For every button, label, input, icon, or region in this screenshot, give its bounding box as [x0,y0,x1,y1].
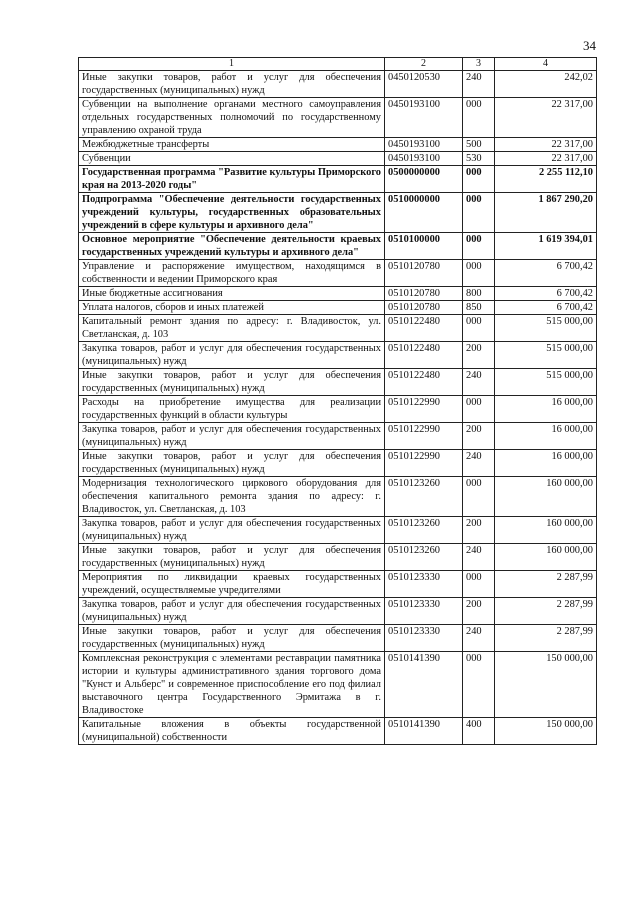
row-amount-cell: 1 867 290,20 [495,193,597,233]
table-row [79,138,597,152]
table-row [79,166,597,193]
row-name-cell: Основное мероприятие "Обеспечение деятельности краевых государственных учреждений культуры и архивного дела" [79,233,385,260]
table-row [79,152,597,166]
table-row [79,423,597,450]
table-row [79,517,597,544]
row-name-cell: Капитальный ремонт здания по адресу: г. Владивосток, ул. Светланская, д. 103 [79,315,385,342]
row-type-cell: 000 [463,315,495,342]
row-type-cell: 240 [463,71,495,98]
row-code-cell: 0510120780 [385,301,463,315]
row-code-cell: 0450193100 [385,98,463,138]
page-number: 34 [583,38,596,53]
row-type-cell: 000 [463,98,495,138]
table-row [79,260,597,287]
row-amount-cell: 160 000,00 [495,477,597,517]
row-amount-cell: 2 287,99 [495,571,597,598]
table-row [79,315,597,342]
row-name-cell: Иные закупки товаров, работ и услуг для обеспечения государственных (муниципальных) нужд [79,369,385,396]
row-name-cell: Иные закупки товаров, работ и услуг для обеспечения государственных (муниципальных) нужд [79,71,385,98]
table-row [79,233,597,260]
row-type-cell: 000 [463,652,495,718]
row-amount-cell: 515 000,00 [495,369,597,396]
table-row [79,369,597,396]
row-type-cell: 000 [463,396,495,423]
row-type-cell: 200 [463,342,495,369]
row-type-cell: 530 [463,152,495,166]
row-type-cell: 800 [463,287,495,301]
row-type-cell: 000 [463,571,495,598]
column-header-1: 1 [79,58,385,71]
row-type-cell: 000 [463,477,495,517]
row-type-cell: 240 [463,450,495,477]
row-name-cell: Модернизация технологического циркового оборудования для обеспечения капитального ремонта здания по адресу: г. Владивосток, ул. Светланская, д. 103 [79,477,385,517]
row-code-cell: 0510100000 [385,233,463,260]
table-row [79,571,597,598]
row-type-cell: 200 [463,517,495,544]
table-row [79,450,597,477]
table-row [79,625,597,652]
row-amount-cell: 16 000,00 [495,423,597,450]
row-name-cell: Управление и распоряжение имуществом, находящимся в собственности и ведении Приморского края [79,260,385,287]
row-amount-cell: 160 000,00 [495,517,597,544]
row-name-cell: Закупка товаров, работ и услуг для обеспечения государственных (муниципальных) нужд [79,342,385,369]
column-header-2: 2 [385,58,463,71]
row-name-cell: Иные закупки товаров, работ и услуг для обеспечения государственных (муниципальных) нужд [79,625,385,652]
row-name-cell: Капитальные вложения в объекты государственной (муниципальной) собственности [79,718,385,745]
table-row [79,396,597,423]
row-name-cell: Закупка товаров, работ и услуг для обеспечения государственных (муниципальных) нужд [79,423,385,450]
row-name-cell: Уплата налогов, сборов и иных платежей [79,301,385,315]
row-code-cell: 0510000000 [385,193,463,233]
row-amount-cell: 150 000,00 [495,652,597,718]
row-name-cell: Государственная программа "Развитие культуры Приморского края на 2013-2020 годы" [79,166,385,193]
table-row [79,301,597,315]
row-name-cell: Закупка товаров, работ и услуг для обеспечения государственных (муниципальных) нужд [79,517,385,544]
row-amount-cell: 160 000,00 [495,544,597,571]
row-amount-cell: 515 000,00 [495,342,597,369]
row-name-cell: Закупка товаров, работ и услуг для обеспечения государственных (муниципальных) нужд [79,598,385,625]
row-type-cell: 240 [463,625,495,652]
table-row [79,71,597,98]
row-amount-cell: 242,02 [495,71,597,98]
table-row [79,652,597,718]
budget-table [78,57,597,745]
row-name-cell: Иные закупки товаров, работ и услуг для обеспечения государственных (муниципальных) нужд [79,544,385,571]
row-amount-cell: 6 700,42 [495,287,597,301]
row-code-cell: 0510122480 [385,342,463,369]
row-amount-cell: 6 700,42 [495,260,597,287]
row-code-cell: 0510123330 [385,598,463,625]
table-row [79,287,597,301]
row-type-cell: 000 [463,260,495,287]
row-amount-cell: 16 000,00 [495,396,597,423]
row-type-cell: 000 [463,233,495,260]
row-code-cell: 0510122990 [385,396,463,423]
row-type-cell: 200 [463,598,495,625]
table-row [79,598,597,625]
table-row [79,98,597,138]
table-row [79,477,597,517]
row-name-cell: Субвенции на выполнение органами местного самоуправления отдельных государственных полномочий по государственному управлению охраной труда [79,98,385,138]
row-amount-cell: 2 287,99 [495,598,597,625]
row-name-cell: Межбюджетные трансферты [79,138,385,152]
row-type-cell: 240 [463,369,495,396]
row-code-cell: 0500000000 [385,166,463,193]
table-row [79,544,597,571]
row-amount-cell: 2 255 112,10 [495,166,597,193]
row-amount-cell: 22 317,00 [495,138,597,152]
row-type-cell: 000 [463,166,495,193]
row-name-cell: Подпрограмма "Обеспечение деятельности государственных учреждений культуры, государственных образовательных учреждений в сфере культуры и архивного дела" [79,193,385,233]
row-code-cell: 0510120780 [385,287,463,301]
row-amount-cell: 6 700,42 [495,301,597,315]
row-name-cell: Иные закупки товаров, работ и услуг для обеспечения государственных (муниципальных) нужд [79,450,385,477]
row-name-cell: Комплексная реконструкция с элементами реставрации памятника истории и культуры административного здания торгового дома "Кунст и Альберс" и современное приспособление его под филиал выставочного центра Государственного Эрмитажа в г. Владивостоке [79,652,385,718]
row-code-cell: 0510122990 [385,450,463,477]
table-row [79,718,597,745]
row-name-cell: Иные бюджетные ассигнования [79,287,385,301]
row-code-cell: 0510123260 [385,517,463,544]
row-code-cell: 0510122480 [385,315,463,342]
row-amount-cell: 16 000,00 [495,450,597,477]
row-code-cell: 0450120530 [385,71,463,98]
row-type-cell: 500 [463,138,495,152]
column-header-3: 3 [463,58,495,71]
row-code-cell: 0510123260 [385,544,463,571]
row-type-cell: 200 [463,423,495,450]
row-code-cell: 0510123330 [385,571,463,598]
row-amount-cell: 22 317,00 [495,98,597,138]
row-type-cell: 850 [463,301,495,315]
row-type-cell: 240 [463,544,495,571]
table-row [79,193,597,233]
row-name-cell: Расходы на приобретение имущества для реализации государственных функций в области культуры [79,396,385,423]
row-code-cell: 0510123330 [385,625,463,652]
table-row [79,342,597,369]
row-amount-cell: 2 287,99 [495,625,597,652]
row-amount-cell: 515 000,00 [495,315,597,342]
row-type-cell: 000 [463,193,495,233]
row-type-cell: 400 [463,718,495,745]
row-code-cell: 0510123260 [385,477,463,517]
row-code-cell: 0510122990 [385,423,463,450]
row-code-cell: 0510120780 [385,260,463,287]
row-code-cell: 0450193100 [385,138,463,152]
row-name-cell: Субвенции [79,152,385,166]
row-amount-cell: 150 000,00 [495,718,597,745]
row-name-cell: Мероприятия по ликвидации краевых государственных учреждений, осуществляемые учредителями [79,571,385,598]
table-header-row [79,58,597,71]
row-code-cell: 0510122480 [385,369,463,396]
row-code-cell: 0450193100 [385,152,463,166]
row-code-cell: 0510141390 [385,652,463,718]
column-header-4: 4 [495,58,597,71]
row-code-cell: 0510141390 [385,718,463,745]
row-amount-cell: 1 619 394,01 [495,233,597,260]
row-amount-cell: 22 317,00 [495,152,597,166]
